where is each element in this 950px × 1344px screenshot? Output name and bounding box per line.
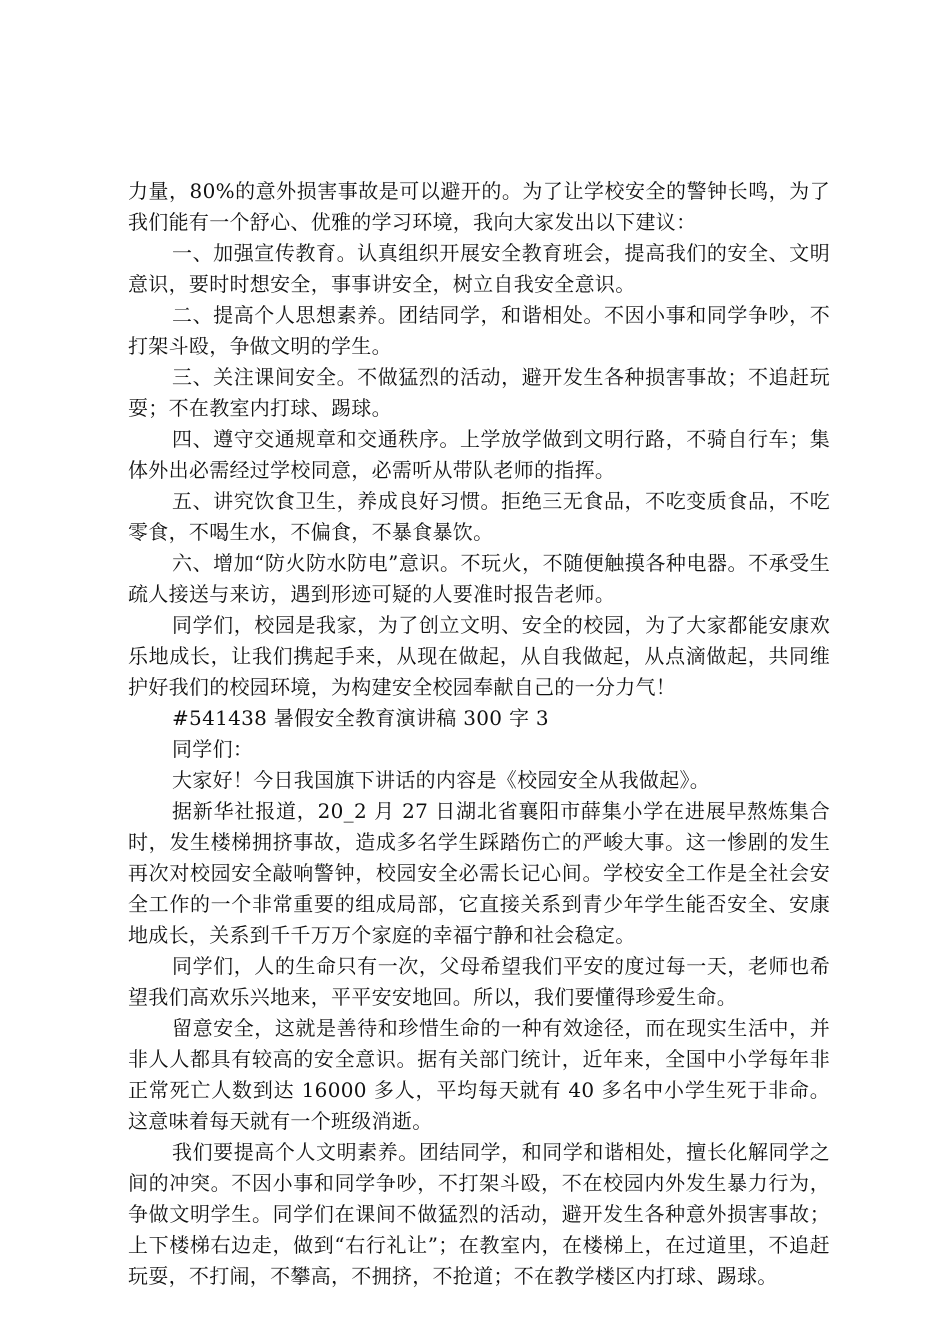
paragraph-suggestion-1: 一、加强宣传教育。认真组织开展安全教育班会，提高我们的安全、文明意识，要时时想安全，事事讲安全，树立自我安全意识。 [128, 241, 830, 296]
paragraph-life: 同学们，人的生命只有一次，父母希望我们平安的度过每一天，老师也希望我们高欢乐兴地来，平平安安地回。所以，我们要懂得珍爱生命。 [128, 954, 830, 1009]
paragraph-news-report: 据新华社报道，20_2 月 27 日湖北省襄阳市薛集小学在进展早熬炼集合时，发生楼梯拥挤事故，造成多名学生踩踏伤亡的严峻大事。这一惨剧的发生再次对校园安全敲响警钟，校园安全必需长记心间。学校安全工作是全社会安全工作的一个非常重要的组成局部，它直接关系到青少年学生能否安全、安康地成长，关系到千千万万个家庭的幸福宁静和社会稳定。 [128, 799, 830, 947]
section-heading: #541438 暑假安全教育演讲稿 300 字 3 [172, 706, 549, 730]
salutation: 同学们： [172, 737, 254, 761]
document-body [128, 176, 830, 1292]
paragraph-civility: 我们要提高个人文明素养。团结同学，和同学和谐相处，擅长化解同学之间的冲突。不因小事和同学争吵，不打架斗殴，不在校园内外发生暴力行为，争做文明学生。同学们在课间不做猛烈的活动，避开发生各种意外损害事故；上下楼梯右边走，做到“右行礼让”；在教室内，在楼梯上，在过道里，不追赶玩耍，不打闹，不攀高，不拥挤，不抢道；不在教学楼区内打球、踢球。 [128, 1140, 830, 1288]
paragraph-greeting: 大家好！今日我国旗下讲话的内容是《校园安全从我做起》。 [172, 768, 711, 792]
paragraph-suggestion-2: 二、提高个人思想素养。团结同学，和谐相处。不因小事和同学争吵，不打架斗殴，争做文明的学生。 [128, 303, 830, 358]
paragraph-closing: 同学们，校园是我家，为了创立文明、安全的校园，为了大家都能安康欢乐地成长，让我们携起手来，从现在做起，从自我做起，从点滴做起，共同维护好我们的校园环境，为构建安全校园奉献自己的一分力气！ [128, 613, 830, 699]
paragraph-suggestion-3: 三、关注课间安全。不做猛烈的活动，避开发生各种损害事故；不追赶玩耍；不在教室内打球、踢球。 [128, 365, 830, 420]
paragraph-statistics: 留意安全，这就是善待和珍惜生命的一种有效途径，而在现实生活中，并非人人都具有较高的安全意识。据有关部门统计，近年来，全国中小学每年非正常死亡人数到达 16000 多人，平均每天就有 40 多名中小学生死于非命。这意味着每天就有一个班级消逝。 [128, 1016, 830, 1133]
paragraph-suggestion-4: 四、遵守交通规章和交通秩序。上学放学做到文明行路，不骑自行车；集体外出必需经过学校同意，必需听从带队老师的指挥。 [128, 427, 830, 482]
paragraph-suggestion-6: 六、增加“防火防水防电”意识。不玩火，不随便触摸各种电器。不承受生疏人接送与来访，遇到形迹可疑的人要准时报告老师。 [128, 551, 830, 606]
paragraph-continuation: 力量，80%的意外损害事故是可以避开的。为了让学校安全的警钟长鸣，为了我们能有一个舒心、优雅的学习环境，我向大家发出以下建议： [128, 179, 830, 234]
paragraph-suggestion-5: 五、讲究饮食卫生，养成良好习惯。拒绝三无食品，不吃变质食品，不吃零食，不喝生水，不偏食，不暴食暴饮。 [128, 489, 830, 544]
